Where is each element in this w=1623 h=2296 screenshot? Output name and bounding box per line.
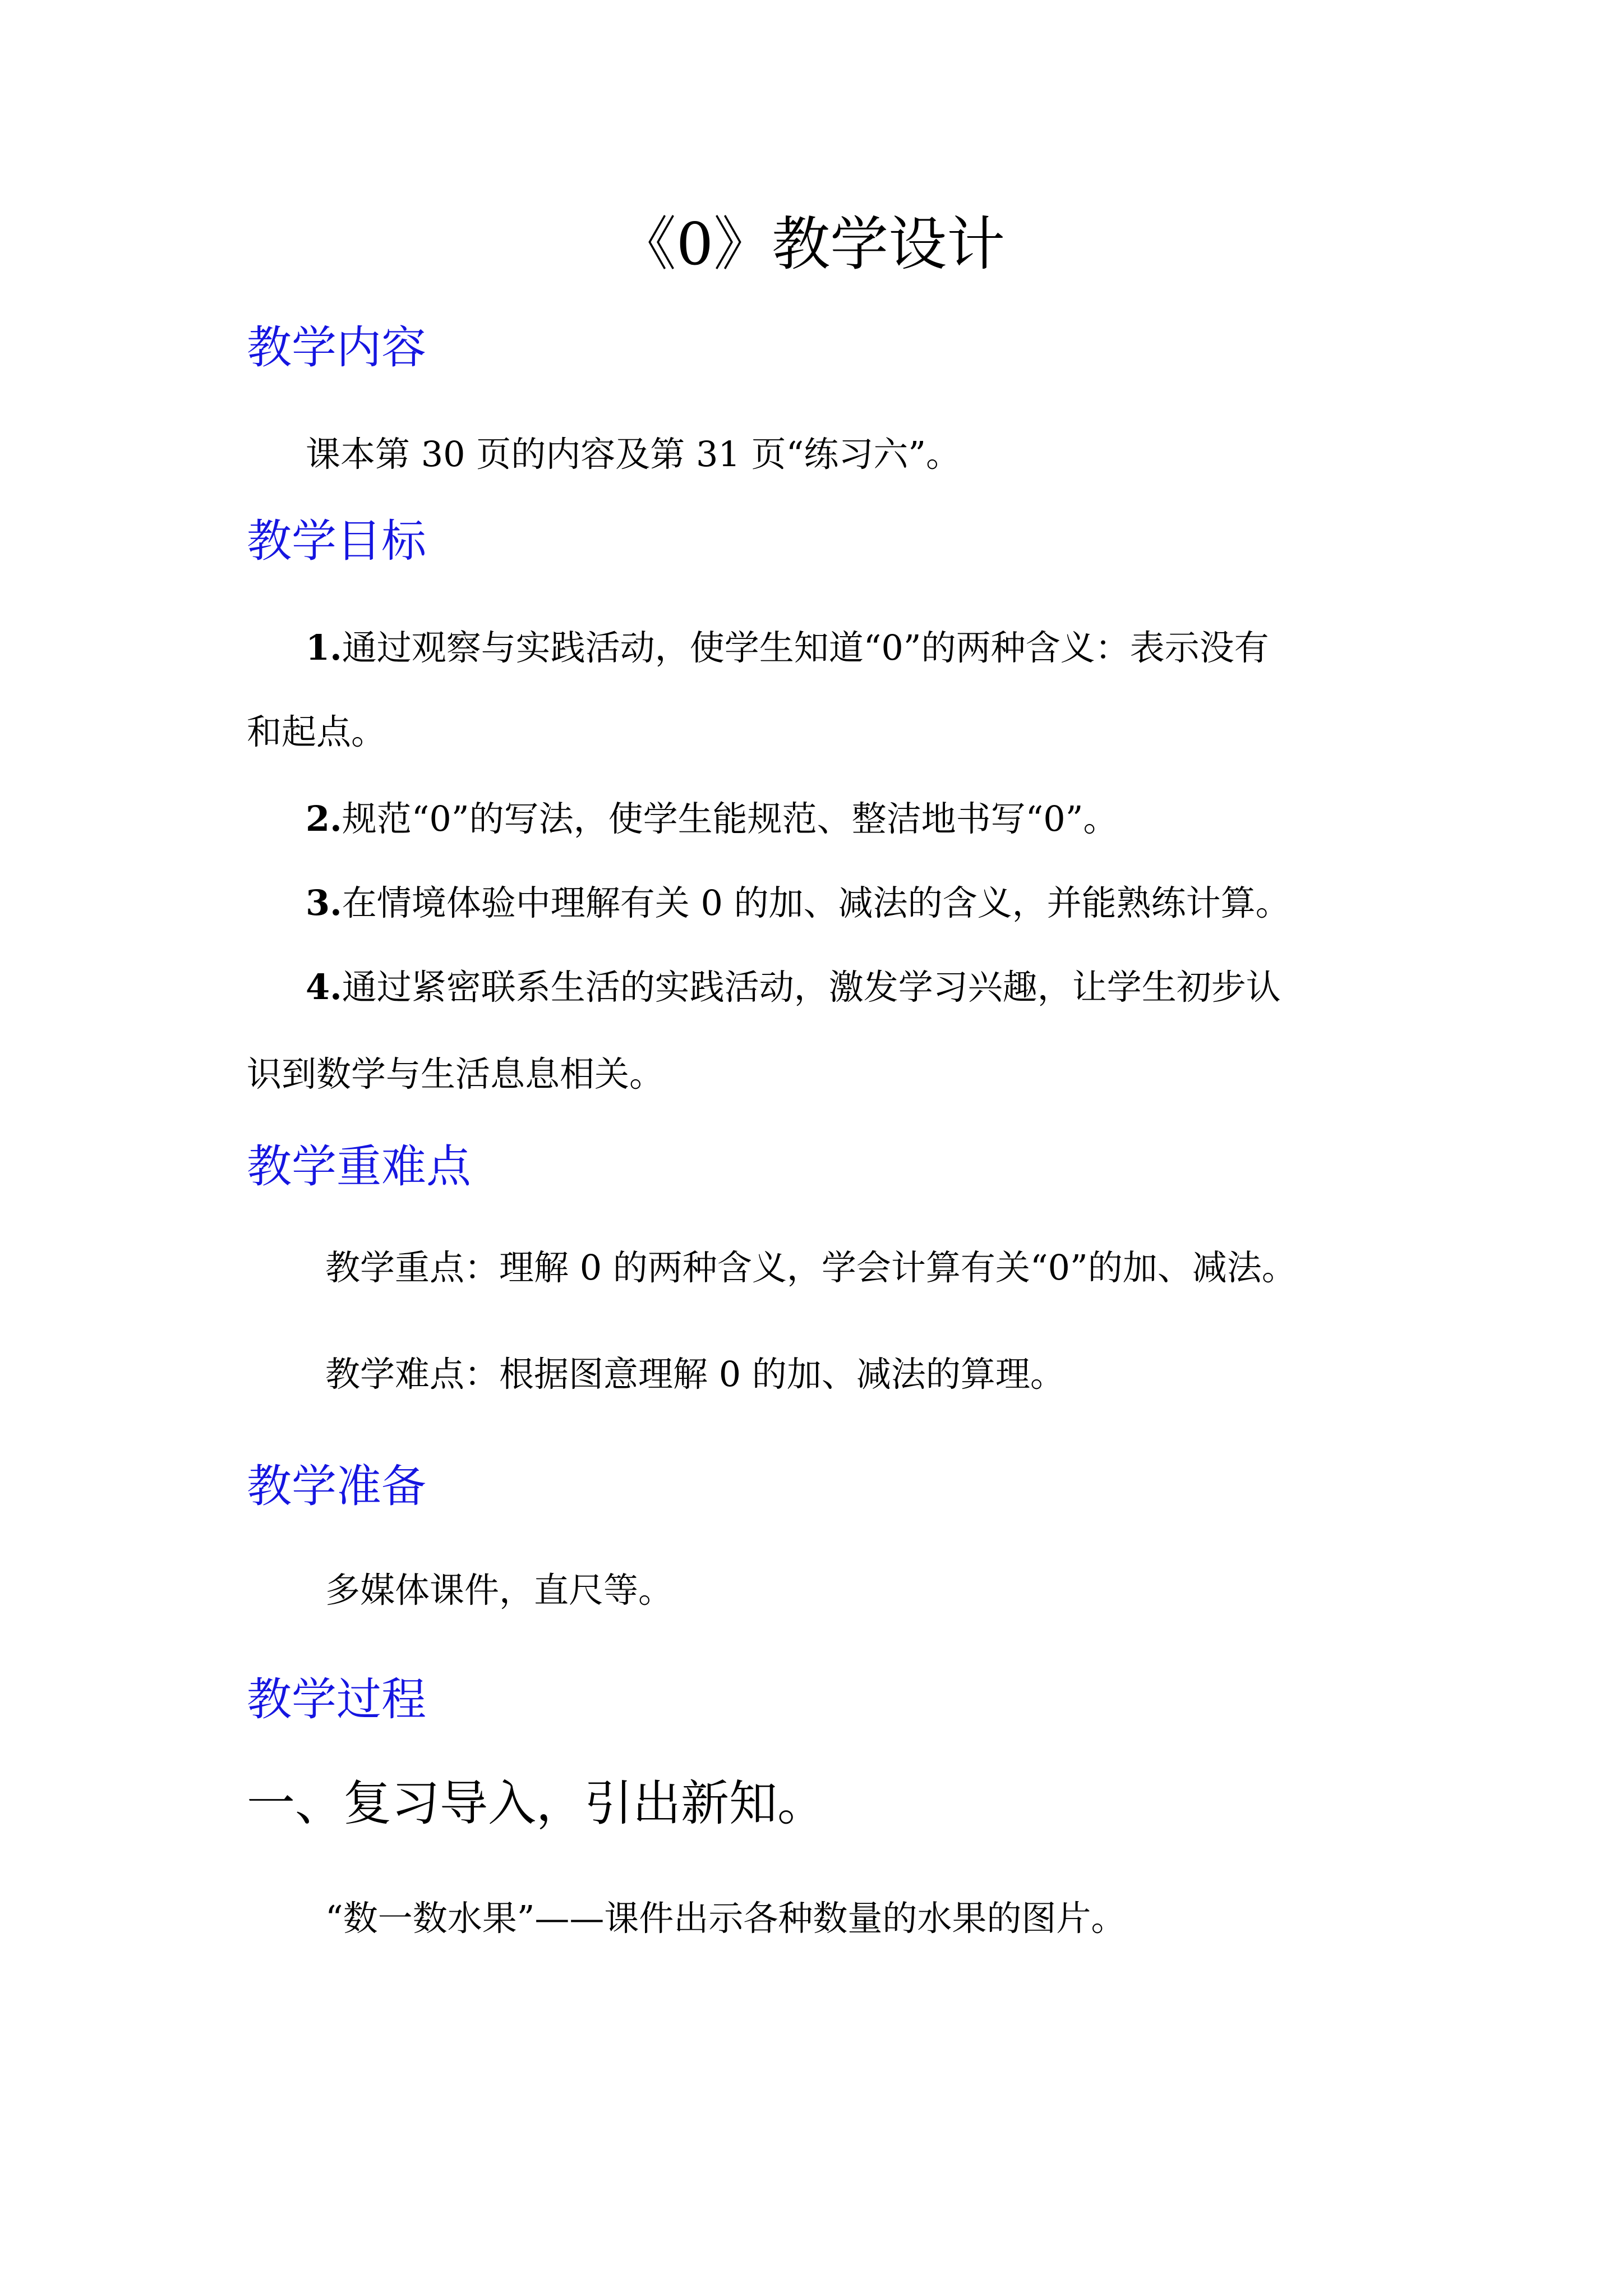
heading-key-points: 教学重难点 <box>247 1140 471 1193</box>
step-1-title: 一、复习导入，引出新知。 <box>247 1775 826 1832</box>
objective-1-line2: 和起点。 <box>247 711 386 752</box>
objective-1-line1 <box>306 623 1269 673</box>
objective-1-number: 1. <box>306 627 342 668</box>
step-1-text: “数一数水果”——课件出示各种数量的水果的图片。 <box>325 1898 1126 1939</box>
objective-4-line2: 识到数学与生活息息相关。 <box>247 1053 665 1094</box>
objective-3-text: 在情境体验中理解有关 0 的加、减法的含义，并能熟练计算。 <box>342 882 1290 923</box>
objective-4-line1 <box>306 962 1281 1013</box>
objective-3 <box>306 878 1290 928</box>
page-title: 《0》教学设计 <box>617 210 1006 278</box>
objective-4-text: 通过紧密联系生活的实践活动，激发学习兴趣，让学生初步认 <box>342 967 1281 1007</box>
objective-2-number: 2. <box>306 798 342 839</box>
objective-2-text: 规范“0”的写法，使学生能规范、整洁地书写“0”。 <box>342 798 1118 839</box>
preparation-text: 多媒体课件，直尺等。 <box>325 1570 674 1611</box>
content-text: 课本第 30 页的内容及第 31 页“练习六”。 <box>306 434 961 475</box>
heading-objectives: 教学目标 <box>247 515 426 567</box>
objective-2 <box>306 794 1118 844</box>
objective-3-number: 3. <box>306 882 342 923</box>
difficult-point-text: 教学难点：根据图意理解 0 的加、减法的算理。 <box>325 1354 1065 1395</box>
heading-content: 教学内容 <box>247 321 426 374</box>
objective-4-number: 4. <box>306 967 342 1007</box>
objective-1-text: 通过观察与实践活动，使学生知道“0”的两种含义：表示没有 <box>342 627 1269 668</box>
key-point-text: 教学重点：理解 0 的两种含义，学会计算有关“0”的加、减法。 <box>325 1247 1297 1288</box>
heading-preparation: 教学准备 <box>247 1460 426 1512</box>
heading-process: 教学过程 <box>247 1673 426 1726</box>
